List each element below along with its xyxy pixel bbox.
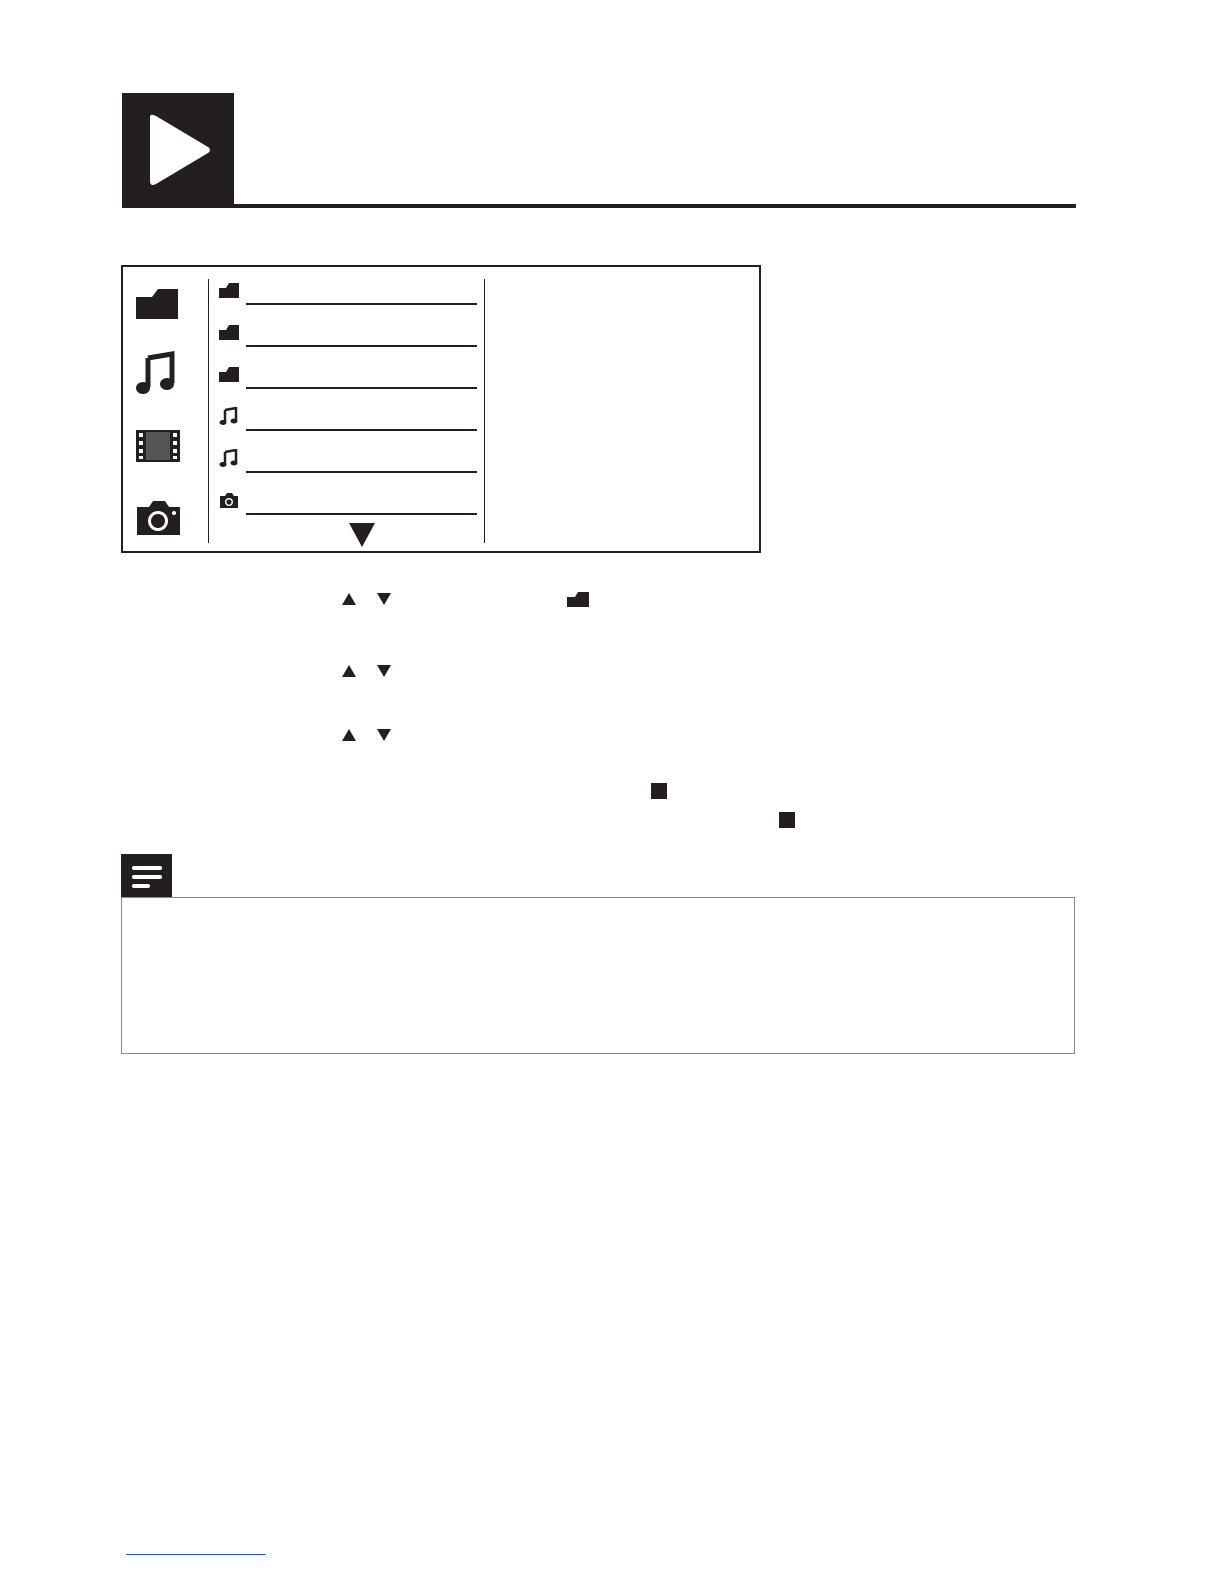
folder-icon: [567, 590, 589, 608]
preview-pane: [487, 269, 757, 549]
stop-icon: [779, 812, 795, 828]
list-item[interactable]: [219, 363, 477, 389]
music-note-icon: [219, 407, 239, 425]
list-item[interactable]: [219, 489, 477, 515]
footer-link-underline[interactable]: [126, 1554, 266, 1555]
note-lines-icon: [121, 854, 172, 898]
camera-icon: [219, 491, 239, 509]
arrow-up-icon: [342, 593, 356, 605]
folder-icon: [219, 281, 239, 299]
chapter-badge: [122, 93, 234, 207]
header-rule: [122, 204, 1076, 208]
arrow-up-icon: [342, 729, 356, 741]
list-divider: [484, 279, 485, 543]
camera-icon: [134, 493, 182, 541]
arrow-up-icon: [342, 665, 356, 677]
list-item[interactable]: [219, 405, 477, 431]
stop-icon: [651, 783, 667, 799]
note-tab: [121, 854, 172, 898]
folder-icon: [134, 279, 182, 327]
arrow-down-icon: [377, 729, 391, 741]
category-divider: [208, 279, 209, 543]
category-folder-icon[interactable]: [134, 279, 182, 327]
category-video-icon[interactable]: [134, 422, 182, 470]
arrow-down-icon: [377, 593, 391, 605]
play-triangle-icon: [122, 93, 234, 207]
folder-icon: [219, 323, 239, 341]
folder-icon: [219, 365, 239, 383]
music-note-icon: [134, 350, 182, 398]
list-item[interactable]: [219, 447, 477, 473]
list-item[interactable]: [219, 321, 477, 347]
triangle-down-icon[interactable]: [348, 522, 376, 548]
arrow-down-icon: [377, 665, 391, 677]
music-note-icon: [219, 449, 239, 467]
list-item[interactable]: [219, 279, 477, 305]
film-strip-icon: [134, 422, 182, 470]
category-music-icon[interactable]: [134, 350, 182, 398]
category-photo-icon[interactable]: [134, 493, 182, 541]
note-box: [121, 897, 1075, 1054]
